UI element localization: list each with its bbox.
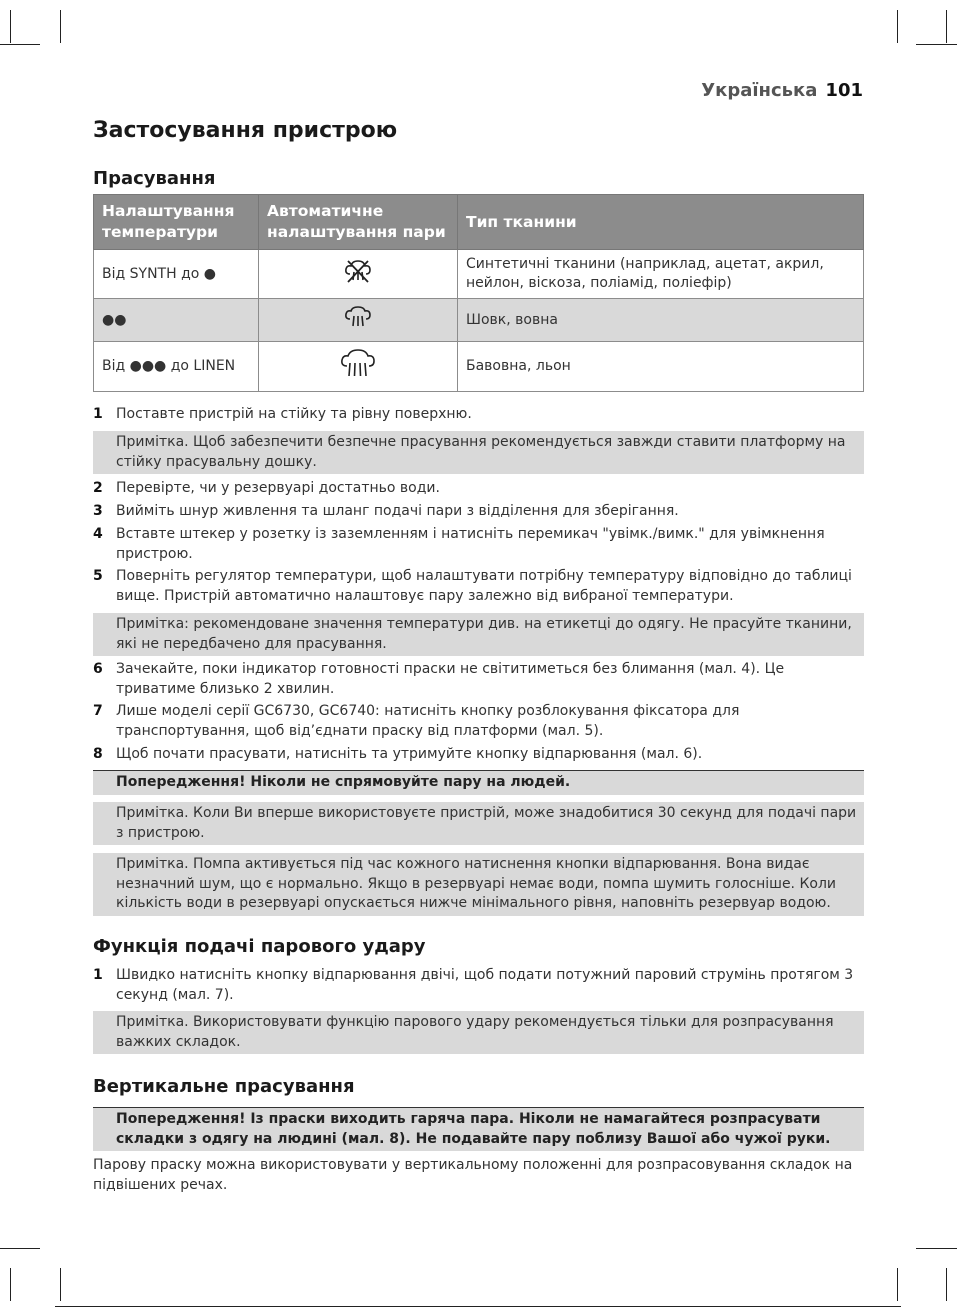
page-number: 101 xyxy=(825,80,863,101)
fabric-cell: Синтетичні тканини (наприклад, ацетат, акрил, нейлон, віскоза, поліамід, поліефір) xyxy=(458,250,864,299)
temperature-cell: ●● xyxy=(94,299,259,342)
table-row xyxy=(94,342,864,392)
temperature-cell: Від SYNTH до ● xyxy=(94,250,259,299)
step-text: Вставте штекер у розетку із заземленням і натисніть перемикач "увімк./вимк." для увімкнення пристрою. xyxy=(116,526,825,562)
step-text: Поверніть регулятор температури, щоб налаштувати потрібну температуру відповідно до таблиці вище. Пристрій автоматично налаштовує пару залежно від вибраної температури. xyxy=(116,568,852,604)
section-heading-ironing: Прасування xyxy=(93,168,216,189)
step-item xyxy=(93,745,865,765)
step-number: 6 xyxy=(93,661,103,677)
bottom-rule xyxy=(55,1306,901,1307)
step-text: Лише моделі серії GC6730, GC6740: натисніть кнопку розблокування фіксатора для транспортування, щоб від’єднати праску від платформи (мал. 5). xyxy=(116,703,740,739)
step-item xyxy=(93,966,865,1005)
crop-mark xyxy=(946,10,947,43)
step-item xyxy=(93,405,865,425)
step-number: 1 xyxy=(93,406,103,422)
crop-mark xyxy=(10,10,11,43)
table-row xyxy=(94,250,864,299)
step-number: 2 xyxy=(93,480,103,496)
temperature-cell: Від ●●● до LINEN xyxy=(94,342,259,392)
crop-mark xyxy=(0,44,40,45)
steam-cell xyxy=(259,342,458,392)
column-header-fabric: Тип тканини xyxy=(458,195,864,250)
step-number: 1 xyxy=(93,967,103,983)
steam-max-icon xyxy=(338,368,378,384)
step-item xyxy=(93,702,865,741)
column-header-steam: Автоматичне налаштування пари xyxy=(259,195,458,250)
steam-cell xyxy=(259,299,458,342)
table-header-row xyxy=(94,195,864,250)
ironing-settings-table xyxy=(93,194,864,392)
step-text: Перевірте, чи у резервуарі достатньо води. xyxy=(116,480,440,496)
section-heading-steam-shot: Функція подачі парового удару xyxy=(93,936,426,957)
table-row xyxy=(94,299,864,342)
note-box: Примітка: рекомендоване значення температури див. на етикетці до одягу. Не прасуйте тканини, які не передбачено для прасування. xyxy=(93,613,864,656)
step-item xyxy=(93,479,865,499)
step-text: Поставте пристрій на стійку та рівну поверхню. xyxy=(116,406,472,422)
crop-mark xyxy=(10,1268,11,1301)
section-heading-vertical-ironing: Вертикальне прасування xyxy=(93,1076,355,1097)
page-title: Застосування пристрою xyxy=(93,118,398,143)
body-paragraph: Парову праску можна використовувати у вертикальному положенні для розпрасовування складок на підвішених речах. xyxy=(93,1157,853,1193)
step-number: 7 xyxy=(93,703,103,719)
step-item xyxy=(93,525,865,564)
step-text: Щоб почати прасувати, натисніть та утримуйте кнопку відпарювання (мал. 6). xyxy=(116,746,703,762)
crop-mark xyxy=(897,10,898,43)
step-item xyxy=(93,502,865,522)
crop-mark xyxy=(916,44,957,45)
warning-box: Попередження! Із праски виходить гаряча пара. Ніколи не намагайтеся розпрасувати складки з одягу на людині (мал. 8). Не подавайте пару поблизу Вашої або чужої руки. xyxy=(93,1107,864,1151)
crop-mark xyxy=(897,1268,898,1301)
step-item xyxy=(93,567,865,606)
note-box: Примітка. Коли Ви вперше використовуєте пристрій, може знадобитися 30 секунд для подачі пари з пристрою. xyxy=(93,802,864,845)
steam-medium-icon xyxy=(342,317,374,333)
step-text: Вийміть шнур живлення та шланг подачі пари з відділення для зберігання. xyxy=(116,503,679,519)
crop-mark xyxy=(946,1268,947,1301)
step-number: 4 xyxy=(93,526,103,542)
no-steam-icon xyxy=(343,272,373,288)
step-item xyxy=(93,660,865,699)
step-number: 5 xyxy=(93,568,103,584)
note-box: Примітка. Помпа активується під час кожного натиснення кнопки відпарювання. Вона видає незначний шум, що є нормально. Якщо в резервуарі немає води, помпа шумить голосніше. Коли кількість води в резервуарі опускається нижче мінімального рівня, наповніть резервуар водою. xyxy=(93,853,864,916)
warning-box: Попередження! Ніколи не спрямовуйте пару на людей. xyxy=(93,770,864,795)
column-header-temperature: Налаштування температури xyxy=(94,195,259,250)
step-number: 3 xyxy=(93,503,103,519)
language-label: Українська xyxy=(701,80,818,101)
crop-mark xyxy=(916,1248,957,1249)
step-text: Зачекайте, поки індикатор готовності праски не світитиметься без блимання (мал. 4). Це триватиме близько 2 хвилин. xyxy=(116,661,785,697)
fabric-cell: Шовк, вовна xyxy=(458,299,864,342)
steam-cell xyxy=(259,250,458,299)
page-header xyxy=(701,80,863,101)
step-number: 8 xyxy=(93,746,103,762)
fabric-cell: Бавовна, льон xyxy=(458,342,864,392)
crop-mark xyxy=(60,1268,61,1301)
crop-mark xyxy=(0,1248,40,1249)
note-box: Примітка. Використовувати функцію парового удару рекомендується тільки для розпрасування важких складок. xyxy=(93,1011,864,1054)
crop-mark xyxy=(60,10,61,43)
note-box: Примітка. Щоб забезпечити безпечне прасування рекомендується завжди ставити платформу на стійку прасувальну дошку. xyxy=(93,431,864,474)
step-text: Швидко натисніть кнопку відпарювання двічі, щоб подати потужний паровий струмінь протягом 3 секунд (мал. 7). xyxy=(116,967,854,1003)
